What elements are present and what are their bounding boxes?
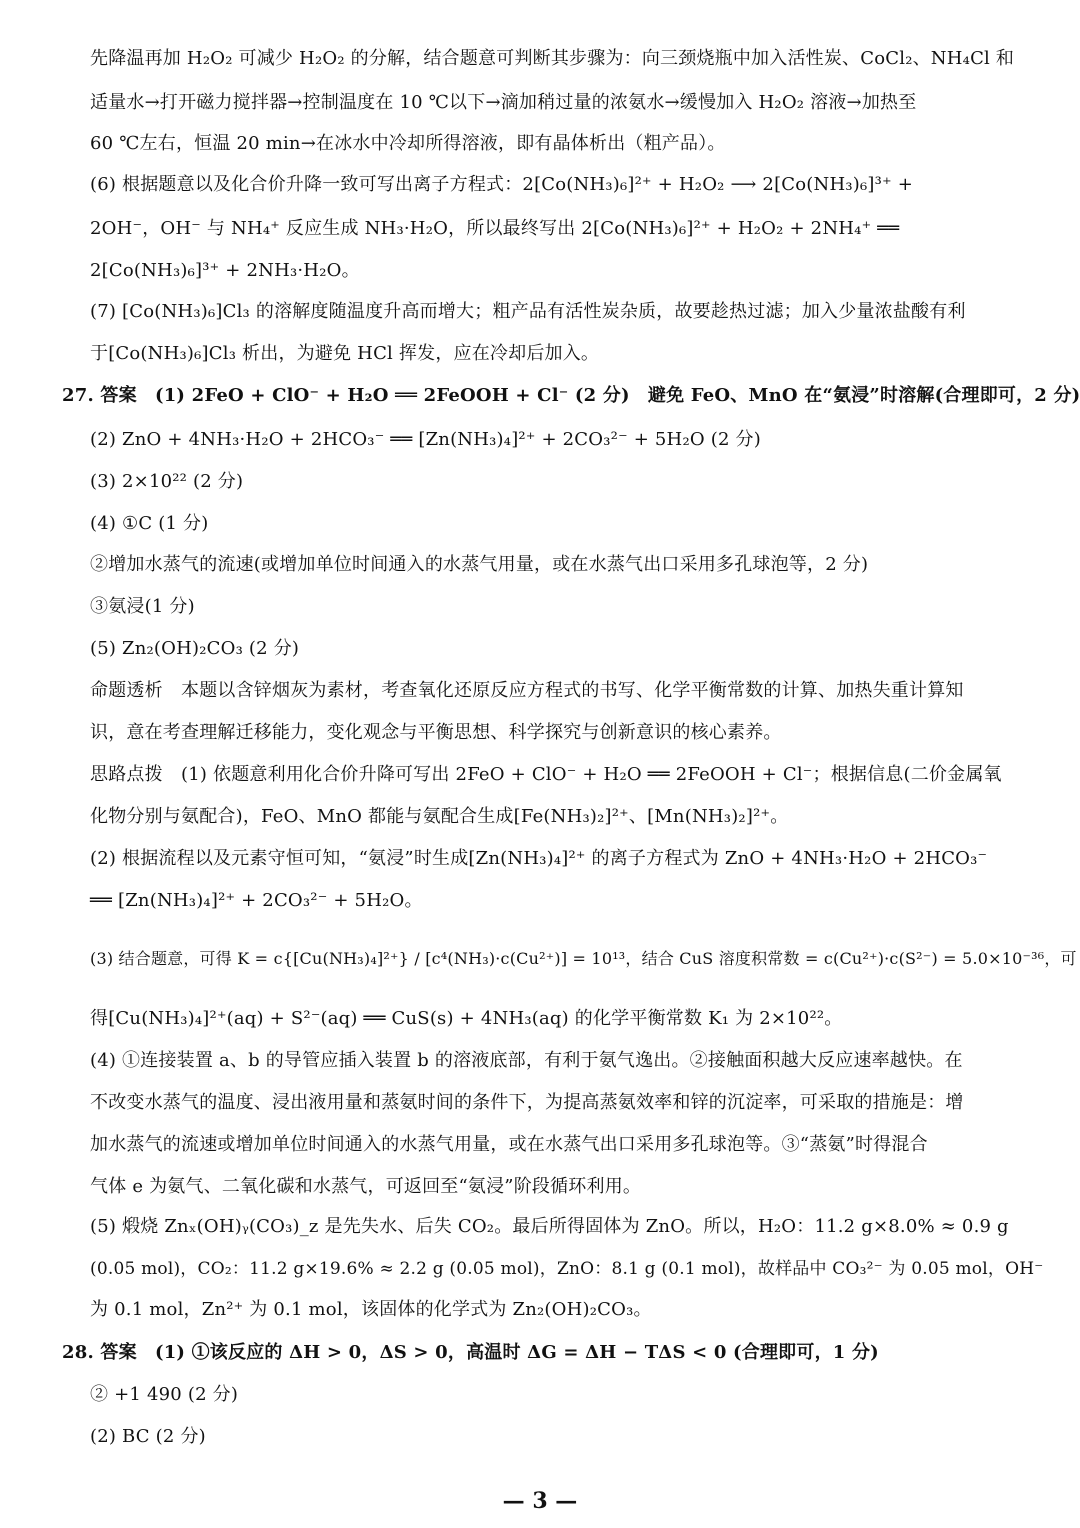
text-line: 先降温再加 H₂O₂ 可减少 H₂O₂ 的分解，结合题意可判断其步骤为：向三颈烧瓶中加入活性炭、CoCl₂、NH₄Cl 和: [90, 48, 1015, 69]
text-line: 为 0.1 mol，Zn²⁺ 为 0.1 mol，该固体的化学式为 Zn₂(OH)₂CO₃。: [90, 1299, 652, 1320]
text-line: 2OH⁻，OH⁻ 与 NH₄⁺ 反应生成 NH₃·H₂O，所以最终写出 2[Co(NH₃)₆]²⁺ + H₂O₂ + 2NH₄⁺ ══: [90, 218, 900, 239]
text-line: (5) 煅烧 Znₓ(OH)ᵧ(CO₃)_z 是先失水、后失 CO₂。最后所得固体为 ZnO。所以，H₂O：11.2 g×8.0% ≈ 0.9 g: [90, 1216, 1009, 1237]
text-line: ② +1 490 (2 分): [90, 1384, 239, 1405]
text-line: (4) ①C (1 分): [90, 513, 209, 534]
analysis-line: 识，意在考查理解迁移能力，变化观念与平衡思想、科学探究与创新意识的核心素养。: [90, 722, 782, 743]
text-line: 得[Cu(NH₃)₄]²⁺(aq) + S²⁻(aq) ══ CuS(s) + 4NH₃(aq) 的化学平衡常数 K₁ 为 2×10²²。: [90, 1008, 843, 1029]
text-line: (3) 结合题意，可得 K = c{[Cu(NH₃)₄]²⁺} / [c⁴(NH₃)·c(Cu²⁺)] = 10¹³，结合 CuS 溶度积常数 = c(Cu²⁺)·c(S²⁻) = 5.0×10⁻³⁶，可: [90, 949, 1077, 968]
text-line: (3) 2×10²² (2 分): [90, 471, 244, 492]
text-line: (6) 根据题意以及化合价升降一致可写出离子方程式：2[Co(NH₃)₆]²⁺ + H₂O₂ ⟶ 2[Co(NH₃)₆]³⁺ +: [90, 174, 913, 195]
answer-27-line: 27. 答案 (1) 2FeO + ClO⁻ + H₂O ══ 2FeOOH + Cl⁻ (2 分) 避免 FeO、MnO 在“氨浸”时溶解(合理即可，2 分): [62, 385, 1080, 406]
text-line: (0.05 mol)，CO₂：11.2 g×19.6% ≈ 2.2 g (0.05 mol)，ZnO：8.1 g (0.1 mol)，故样品中 CO₃²⁻ 为 0.05 mol，OH⁻: [90, 1259, 1044, 1279]
text-line: 于[Co(NH₃)₆]Cl₃ 析出，为避免 HCl 挥发，应在冷却后加入。: [90, 343, 600, 364]
text-line: 加水蒸气的流速或增加单位时间通入的水蒸气用量，或在水蒸气出口采用多孔球泡等。③“蒸氨”时得混合: [90, 1134, 928, 1155]
text-line: (7) [Co(NH₃)₆]Cl₃ 的溶解度随温度升高而增大；粗产品有活性炭杂质，故要趁热过滤；加入少量浓盐酸有利: [90, 301, 966, 322]
text-line: (5) Zn₂(OH)₂CO₃ (2 分): [90, 638, 300, 659]
text-line: ②增加水蒸气的流速(或增加单位时间通入的水蒸气用量，或在水蒸气出口采用多孔球泡等，2 分): [90, 554, 869, 575]
text-line: 不改变水蒸气的温度、浸出液用量和蒸氨时间的条件下，为提高蒸氨效率和锌的沉淀率，可采取的措施是：增: [90, 1092, 964, 1113]
text-line: 适量水→打开磁力搅拌器→控制温度在 10 ℃以下→滴加稍过量的浓氨水→缓慢加入 H₂O₂ 溶液→加热至: [90, 92, 917, 113]
text-line: 化物分别与氨配合)，FeO、MnO 都能与氨配合生成[Fe(NH₃)₂]²⁺、[Mn(NH₃)₂]²⁺。: [90, 806, 789, 827]
text-line: 气体 e 为氨气、二氧化碳和水蒸气，可返回至“氨浸”阶段循环利用。: [90, 1176, 642, 1197]
text-line: 2[Co(NH₃)₆]³⁺ + 2NH₃·H₂O。: [90, 260, 360, 281]
analysis-line: 命题透析 本题以含锌烟灰为素材，考查氧化还原反应方程式的书写、化学平衡常数的计算、加热失重计算知: [90, 680, 964, 701]
text-line: (2) ZnO + 4NH₃·H₂O + 2HCO₃⁻ ══ [Zn(NH₃)₄]²⁺ + 2CO₃²⁻ + 5H₂O (2 分): [90, 429, 761, 450]
text-line: ══ [Zn(NH₃)₄]²⁺ + 2CO₃²⁻ + 5H₂O。: [90, 890, 423, 911]
text-line: (4) ①连接装置 a、b 的导管应插入装置 b 的溶液底部，有利于氨气逸出。②接触面积越大反应速率越快。在: [90, 1050, 963, 1071]
text-line: 60 ℃左右，恒温 20 min→在冰水中冷却所得溶液，即有晶体析出（粗产品）。: [90, 133, 726, 154]
page-number: — 3 —: [502, 1488, 578, 1514]
hint-line: 思路点拨 (1) 依题意利用化合价升降可写出 2FeO + ClO⁻ + H₂O ══ 2FeOOH + Cl⁻；根据信息(二价金属氧: [90, 764, 1002, 785]
text-line: (2) 根据流程以及元素守恒可知，“氨浸”时生成[Zn(NH₃)₄]²⁺ 的离子方程式为 ZnO + 4NH₃·H₂O + 2HCO₃⁻: [90, 848, 988, 869]
answer-28-line: 28. 答案 (1) ①该反应的 ΔH > 0，ΔS > 0，高温时 ΔG = ΔH − TΔS < 0 (合理即可，1 分): [62, 1342, 879, 1363]
text-line: (2) BC (2 分): [90, 1426, 206, 1447]
text-line: ③氨浸(1 分): [90, 596, 195, 617]
